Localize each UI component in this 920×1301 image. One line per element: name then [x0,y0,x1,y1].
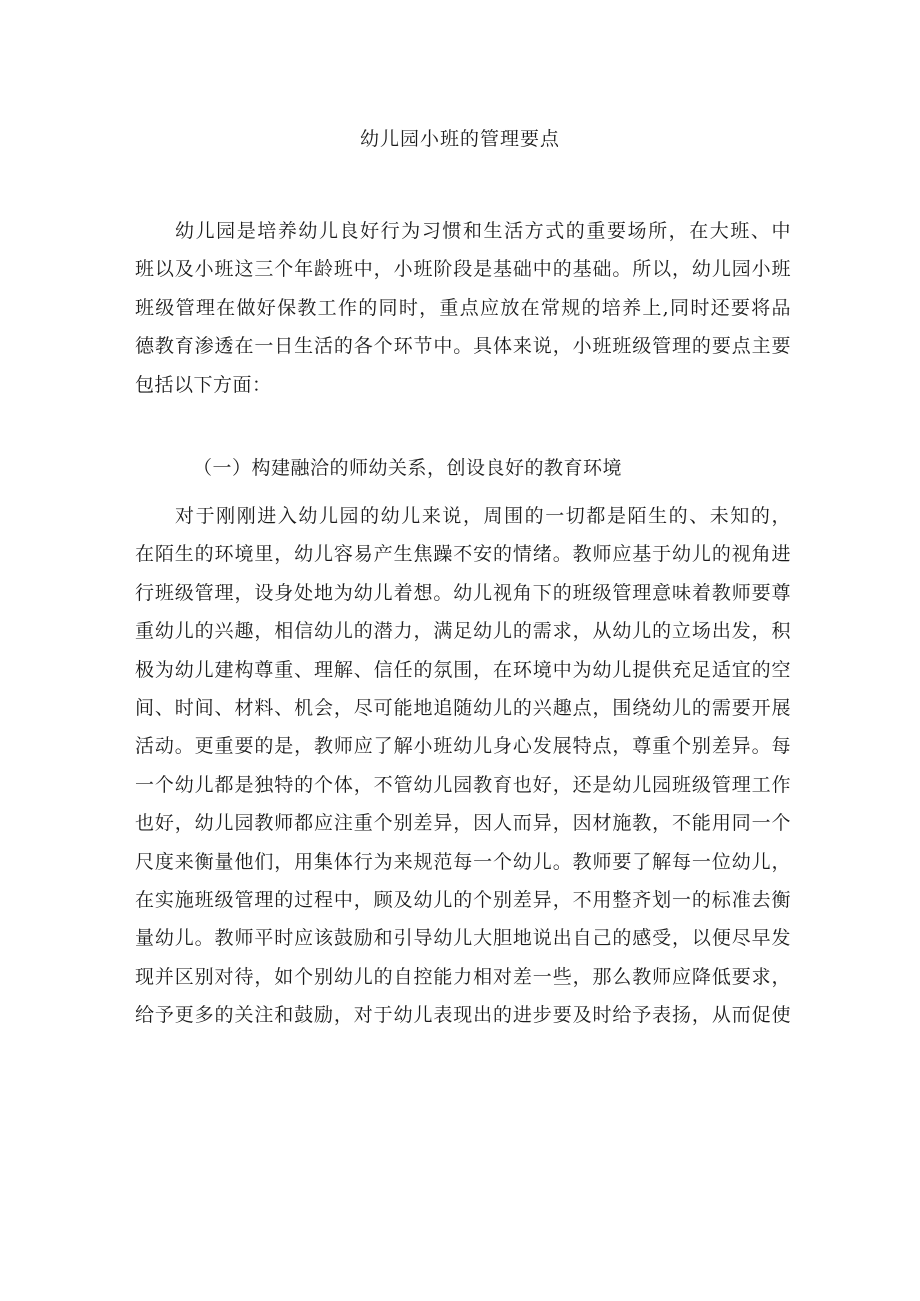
paragraph-line: 间、时间、材料、机会，尽可能地追随幼儿的兴趣点，围绕幼儿的需要开展 [135,697,791,720]
paragraph-line: 也好，幼儿园教师都应注重个别差异，因人而异，因材施教，不能用同一个 [135,812,791,835]
paragraph-line: 极为幼儿建构尊重、理解、信任的氛围，在环境中为幼儿提供充足适宜的空 [135,658,791,681]
paragraph-line: 在陌生的环境里，幼儿容易产生焦躁不安的情绪。教师应基于幼儿的视角进 [135,543,791,566]
paragraph-line: 活动。更重要的是，教师应了解小班幼儿身心发展特点，尊重个别差异。每 [135,735,791,758]
document-title: 幼儿园小班的管理要点 [359,128,560,150]
paragraph-line: 一个幼儿都是独特的个体，不管幼儿园教育也好，还是幼儿园班级管理工作 [135,773,791,796]
section-heading: （一）构建融洽的师幼关系，创设良好的教育环境 [193,457,623,479]
section-paragraph [135,497,791,1035]
paragraph-line: 量幼儿。教师平时应该鼓励和引导幼儿大胆地说出自己的感受，以便尽早发 [135,927,791,950]
paragraph-line: 尺度来衡量他们，用集体行为来规范每一个幼儿。教师要了解每一位幼儿， [135,850,791,873]
paragraph-line: 德教育渗透在一日生活的各个环节中。具体来说，小班班级管理的要点主要 [135,335,791,358]
paragraph-line: 幼儿园是培养幼儿良好行为习惯和生活方式的重要场所，在大班、中 [175,220,791,242]
paragraph-line: 对于刚刚进入幼儿园的幼儿来说，周围的一切都是陌生的、未知的， [175,505,791,527]
paragraph-line: 现并区别对待，如个别幼儿的自控能力相对差一些，那么教师应降低要求， [135,965,791,988]
intro-paragraph [135,212,791,404]
paragraph-line: 给予更多的关注和鼓励，对于幼儿表现出的进步要及时给予表扬，从而促使 [135,1004,791,1027]
paragraph-line: 包括以下方面： [135,373,272,396]
paragraph-line: 在实施班级管理的过程中，顾及幼儿的个别差异，不用整齐划一的标准去衡 [135,889,791,912]
paragraph-line: 班级管理在做好保教工作的同时，重点应放在常规的培养上,同时还要将品 [135,296,791,319]
paragraph-line: 重幼儿的兴趣，相信幼儿的潜力，满足幼儿的需求，从幼儿的立场出发，积 [135,620,791,643]
paragraph-line: 班以及小班这三个年龄班中，小班阶段是基础中的基础。所以，幼儿园小班 [135,258,791,281]
paragraph-line: 行班级管理，设身处地为幼儿着想。幼儿视角下的班级管理意味着教师要尊 [135,581,791,604]
